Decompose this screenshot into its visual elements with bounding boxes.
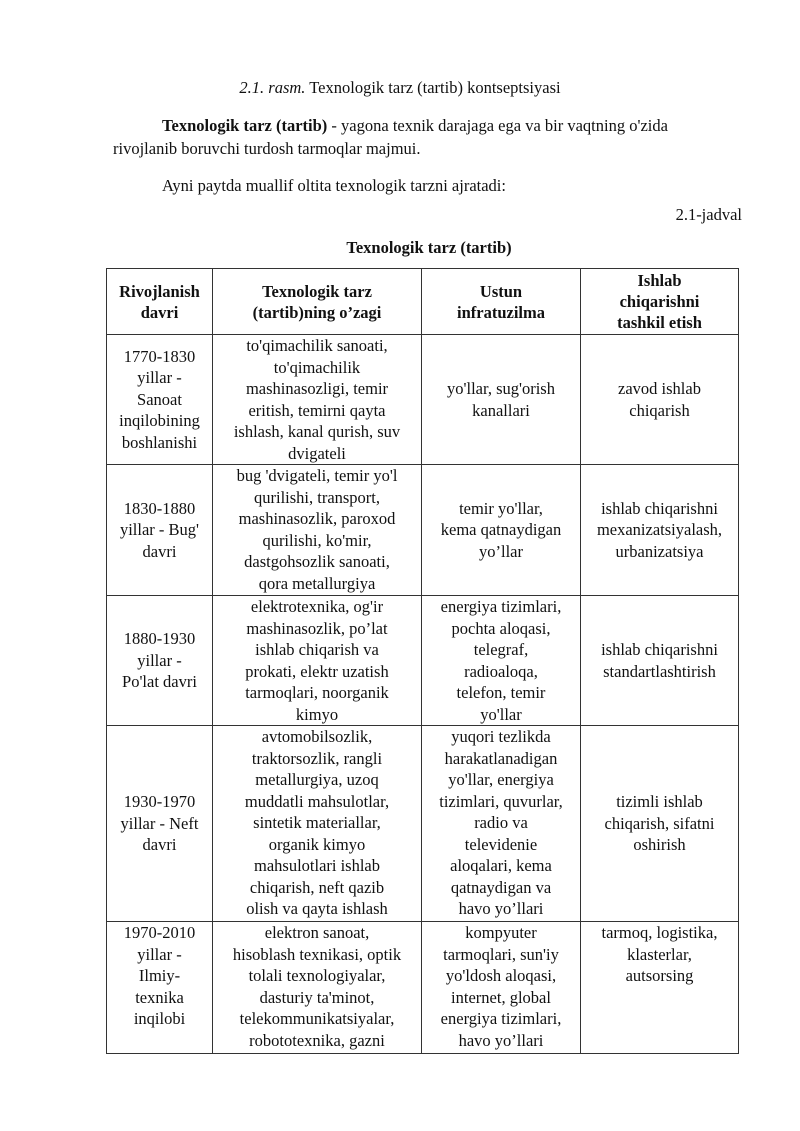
cell-text-line: internet, global bbox=[451, 987, 551, 1007]
cell-text-line: (tartib)ning o’zagi bbox=[252, 302, 382, 322]
cell-text-line: Ustun bbox=[479, 281, 523, 301]
cell-text-line: chiqarishni bbox=[619, 292, 700, 311]
cell-infrastructure bbox=[422, 465, 581, 596]
cell-text-line: mashinasozlik, paroxod bbox=[238, 509, 396, 528]
cell-text-line: mashinasozlik, po’lat bbox=[246, 618, 388, 638]
cell-text-line: kimyo bbox=[295, 704, 339, 724]
cell-core bbox=[213, 596, 422, 726]
definition-text-line2: rivojlanib boruvchi turdosh tarmoqlar majmui. bbox=[113, 139, 421, 158]
cell-text-line: tarmoqlari, noorganik bbox=[245, 683, 389, 702]
cell-text-line: yo'llar, sug'orish bbox=[447, 379, 555, 398]
cell-text-line: ishlash, kanal qurish, suv bbox=[233, 422, 401, 441]
cell-infrastructure bbox=[422, 596, 581, 726]
cell-text-line: to'qimachilik bbox=[273, 357, 361, 377]
cell-text-line: qurilishi, transport, bbox=[253, 487, 381, 507]
cell-core bbox=[213, 726, 422, 922]
cell-text-line: chiqarish, sifatni bbox=[604, 813, 715, 833]
cell-text-line: dasturiy ta'minot, bbox=[259, 987, 375, 1007]
cell-text-line: robototexnika, gazni bbox=[249, 1030, 385, 1050]
cell-text-line: davri bbox=[142, 541, 177, 561]
cell-text-line: qatnaydigan va bbox=[450, 877, 552, 897]
cell-text-line: oshirish bbox=[633, 835, 686, 855]
cell-text-line: elektron sanoat, bbox=[264, 923, 370, 942]
table-row bbox=[107, 596, 739, 726]
table-row bbox=[107, 922, 739, 1054]
cell-text-line: mexanizatsiyalash, bbox=[596, 520, 723, 540]
definition-term: Texnologik tarz (tartib) bbox=[162, 116, 328, 135]
cell-infrastructure bbox=[422, 335, 581, 465]
cell-text-line: yillar - Neft bbox=[120, 813, 199, 833]
cell-text-line: havo yo’llari bbox=[458, 1030, 544, 1050]
technology-table bbox=[106, 268, 739, 1054]
cell-text-line: kanallari bbox=[472, 400, 530, 420]
cell-organization bbox=[581, 335, 739, 465]
cell-text-line: elektrotexnika, og'ir bbox=[250, 597, 384, 616]
header-core bbox=[213, 269, 422, 335]
cell-text-line: ishlab chiqarishni bbox=[601, 498, 718, 518]
cell-text-line: 1930-1970 bbox=[123, 792, 196, 812]
cell-organization bbox=[581, 726, 739, 922]
cell-text-line: infratuzilma bbox=[457, 302, 545, 322]
cell-text-line: aloqalari, kema bbox=[450, 856, 552, 875]
cell-text-line: Rivojlanish bbox=[119, 281, 200, 301]
cell-organization bbox=[581, 465, 739, 596]
cell-text-line: inqilobining bbox=[119, 411, 200, 431]
definition-text-line1: - yagona texnik darajaga ega va bir vaqtning o'zida bbox=[327, 116, 668, 135]
cell-text-line: yillar - bbox=[137, 650, 182, 670]
cell-text-line: prokati, elektr uzatish bbox=[245, 661, 389, 681]
cell-text-line: avtomobilsozlik, bbox=[261, 727, 373, 746]
cell-text-line: davri bbox=[140, 302, 179, 322]
table-header-row bbox=[107, 269, 739, 335]
cell-period bbox=[107, 726, 213, 922]
cell-organization bbox=[581, 922, 739, 1054]
cell-text-line: telefon, temir bbox=[456, 683, 546, 702]
figure-title: Texnologik tarz (tartib) kontseptsiyasi bbox=[309, 78, 561, 97]
cell-text-line: televidenie bbox=[464, 834, 538, 854]
cell-text-line: mahsulotlari ishlab bbox=[253, 856, 381, 875]
cell-text-line: olish va qayta ishlash bbox=[246, 899, 388, 918]
cell-text-line: 1830-1880 bbox=[123, 498, 196, 518]
cell-text-line: ishlab chiqarish va bbox=[255, 640, 379, 659]
cell-text-line: yo'llar bbox=[480, 704, 522, 724]
cell-text-line: telekommunikatsiyalar, bbox=[239, 1009, 395, 1028]
table-row bbox=[107, 335, 739, 465]
cell-text-line: davri bbox=[142, 835, 177, 855]
header-period bbox=[107, 269, 213, 335]
table-number: 2.1-jadval bbox=[675, 205, 742, 224]
cell-text-line: dastgohsozlik sanoati, bbox=[244, 552, 390, 571]
cell-text-line: kema qatnaydigan bbox=[440, 520, 562, 540]
cell-text-line: yuqori tezlikda bbox=[451, 727, 551, 746]
cell-text-line: harakatlanadigan bbox=[444, 748, 558, 768]
cell-text-line: tarmoq, logistika, bbox=[601, 923, 718, 942]
cell-text-line: metallurgiya, uzoq bbox=[255, 770, 379, 789]
figure-caption bbox=[0, 77, 800, 99]
cell-text-line: radioaloqa, bbox=[464, 661, 538, 681]
table-row bbox=[107, 465, 739, 596]
cell-period bbox=[107, 596, 213, 726]
cell-period bbox=[107, 465, 213, 596]
cell-text-line: hisoblash texnikasi, optik bbox=[232, 944, 402, 964]
table-title: Texnologik tarz (tartib) bbox=[346, 238, 512, 257]
cell-text-line: tarmoqlari, sun'iy bbox=[443, 944, 559, 964]
cell-text-line: yillar - bbox=[137, 944, 182, 964]
cell-text-line: energiya tizimlari, bbox=[440, 1009, 562, 1028]
cell-text-line: sintetik materiallar, bbox=[253, 813, 381, 832]
cell-text-line: qora metallurgiya bbox=[258, 573, 376, 593]
cell-text-line: boshlanishi bbox=[121, 432, 198, 452]
table-row bbox=[107, 726, 739, 922]
cell-text-line: mashinasozligi, temir bbox=[245, 379, 389, 398]
cell-text-line: temir yo'llar, bbox=[459, 498, 543, 518]
cell-text-line: traktorsozlik, rangli bbox=[251, 748, 383, 768]
cell-text-line: telegraf, bbox=[473, 640, 529, 659]
cell-text-line: dvigateli bbox=[288, 443, 346, 463]
cell-text-line: to'qimachilik sanoati, bbox=[246, 336, 388, 355]
cell-text-line: tizimli ishlab bbox=[616, 792, 703, 812]
cell-text-line: kompyuter bbox=[465, 923, 537, 942]
cell-period bbox=[107, 335, 213, 465]
cell-text-line: pochta aloqasi, bbox=[451, 618, 551, 638]
cell-infrastructure bbox=[422, 922, 581, 1054]
cell-text-line: qurilishi, ko'mir, bbox=[262, 530, 372, 550]
cell-text-line: chiqarish, neft qazib bbox=[249, 877, 385, 897]
cell-text-line: muddatli mahsulotlar, bbox=[244, 791, 390, 811]
cell-text-line: yo'llar, energiya bbox=[448, 770, 554, 789]
cell-text-line: klasterlar, bbox=[627, 944, 692, 964]
cell-text-line: tizimlari, quvurlar, bbox=[439, 791, 563, 811]
cell-text-line: 1970-2010 bbox=[123, 923, 196, 942]
cell-text-line: eritish, temirni qayta bbox=[248, 400, 386, 420]
cell-text-line: autsorsing bbox=[625, 966, 694, 985]
cell-text-line: organik kimyo bbox=[268, 834, 366, 854]
cell-text-line: yo'ldosh aloqasi, bbox=[445, 966, 557, 985]
cell-text-line: inqilobi bbox=[133, 1009, 186, 1028]
cell-text-line: texnika bbox=[135, 987, 184, 1007]
cell-core bbox=[213, 465, 422, 596]
cell-text-line: havo yo’llari bbox=[458, 899, 544, 918]
cell-organization bbox=[581, 596, 739, 726]
cell-text-line: bug 'dvigateli, temir yo'l bbox=[236, 466, 398, 485]
cell-text-line: standartlashtirish bbox=[603, 661, 716, 681]
cell-text-line: yo’llar bbox=[479, 541, 523, 561]
cell-text-line: zavod ishlab bbox=[618, 379, 701, 398]
cell-text-line: Ishlab bbox=[637, 271, 682, 290]
cell-text-line: 1770-1830 bbox=[123, 346, 196, 366]
intro-sentence: Ayni paytda muallif oltita texnologik tarzni ajratadi: bbox=[162, 176, 506, 195]
cell-text-line: 1880-1930 bbox=[123, 629, 196, 649]
cell-text-line: tolali texnologiyalar, bbox=[248, 966, 386, 985]
cell-text-line: yillar - Bug' bbox=[119, 520, 200, 540]
cell-text-line: chiqarish bbox=[629, 400, 690, 420]
cell-text-line: urbanizatsiya bbox=[615, 541, 704, 561]
cell-text-line: Texnologik tarz bbox=[262, 281, 372, 301]
cell-text-line: energiya tizimlari, bbox=[440, 597, 562, 616]
cell-infrastructure bbox=[422, 726, 581, 922]
figure-number: 2.1. rasm. bbox=[239, 78, 306, 97]
cell-period bbox=[107, 922, 213, 1054]
definition-paragraph bbox=[162, 115, 668, 137]
cell-text-line: yillar - bbox=[137, 368, 182, 388]
cell-text-line: Sanoat bbox=[137, 389, 182, 409]
cell-text-line: Ilmiy- bbox=[138, 966, 181, 985]
cell-text-line: tashkil etish bbox=[617, 313, 702, 332]
header-infrastructure bbox=[422, 269, 581, 335]
cell-core bbox=[213, 335, 422, 465]
header-organization bbox=[581, 269, 739, 335]
cell-text-line: radio va bbox=[474, 813, 528, 832]
cell-core bbox=[213, 922, 422, 1054]
cell-text-line: Po'lat davri bbox=[122, 672, 197, 692]
cell-text-line: ishlab chiqarishni bbox=[601, 640, 718, 659]
